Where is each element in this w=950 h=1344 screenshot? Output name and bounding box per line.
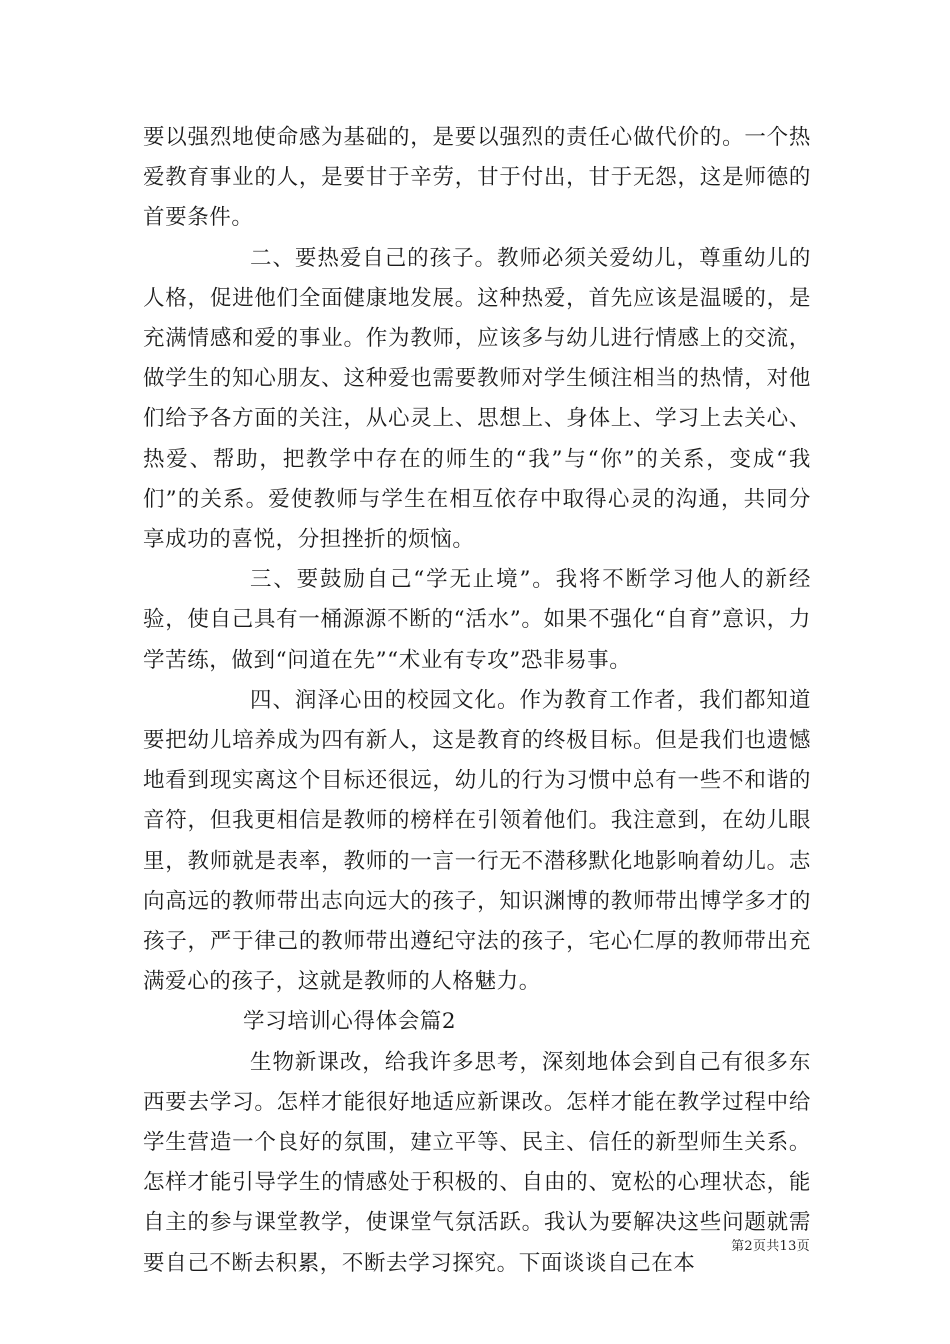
paragraph-continued: 要以强烈地使命感为基础的，是要以强烈的责任心做代价的。一个热爱教育事业的人，是要甘于辛劳，甘于付出，甘于无怨，这是师德的首要条件。	[143, 125, 811, 231]
paragraph-lifelong-learning: 三、要鼓励自己“学无止境”。我将不断学习他人的新经验，使自己具有一桶源源不断的“活水”。如果不强化“自育”意识，力学苦练，做到“问道在先”“术业有专攻”恐非易事。	[143, 567, 811, 673]
page-number-footer: 第2页共13页	[731, 1239, 810, 1254]
paragraph-campus-culture: 四、润泽心田的校园文化。作为教育工作者，我们都知道要把幼儿培养成为四有新人，这是教育的终极目标。但是我们也遗憾地看到现实离这个目标还很远，幼儿的行为习惯中总有一些不和谐的音符，但我更相信是教师的榜样在引领着他们。我注意到，在幼儿眼里，教师就是表率，教师的一言一行无不潜移默化地影响着幼儿。志向高远的教师带出志向远大的孩子，知识渊博的教师带出博学多才的孩子，严于律己的教师带出遵纪守法的孩子，宅心仁厚的教师带出充满爱心的孩子，这就是教师的人格魅力。	[143, 687, 811, 995]
paragraph-biology-reform: 生物新课改，给我许多思考，深刻地体会到自己有很多东西要去学习。怎样才能很好地适应新课改。怎样才能在教学过程中给学生营造一个良好的氛围，建立平等、民主、信任的新型师生关系。怎样才能引导学生的情感处于积极的、自由的、宽松的心理状态，能自主的参与课堂教学，使课堂气氛活跃。我认为要解决这些问题就需要自己不断去积累，不断去学习探究。下面谈谈自己在本	[143, 1049, 811, 1276]
section-heading: 学习培训心得体会篇2	[243, 1009, 457, 1035]
paragraph-love-children: 二、要热爱自己的孩子。教师必须关爱幼儿，尊重幼儿的人格，促进他们全面健康地发展。这种热爱，首先应该是温暖的，是充满情感和爱的事业。作为教师，应该多与幼儿进行情感上的交流，做学生的知心朋友、这种爱也需要教师对学生倾注相当的热情，对他们给予各方面的关注，从心灵上、思想上、身体上、学习上去关心、热爱、帮助，把教学中存在的师生的“我”与“你”的关系，变成“我们”的关系。爱使教师与学生在相互依存中取得心灵的沟通，共同分享成功的喜悦，分担挫折的烦恼。	[143, 245, 811, 553]
document-body	[143, 118, 811, 1284]
